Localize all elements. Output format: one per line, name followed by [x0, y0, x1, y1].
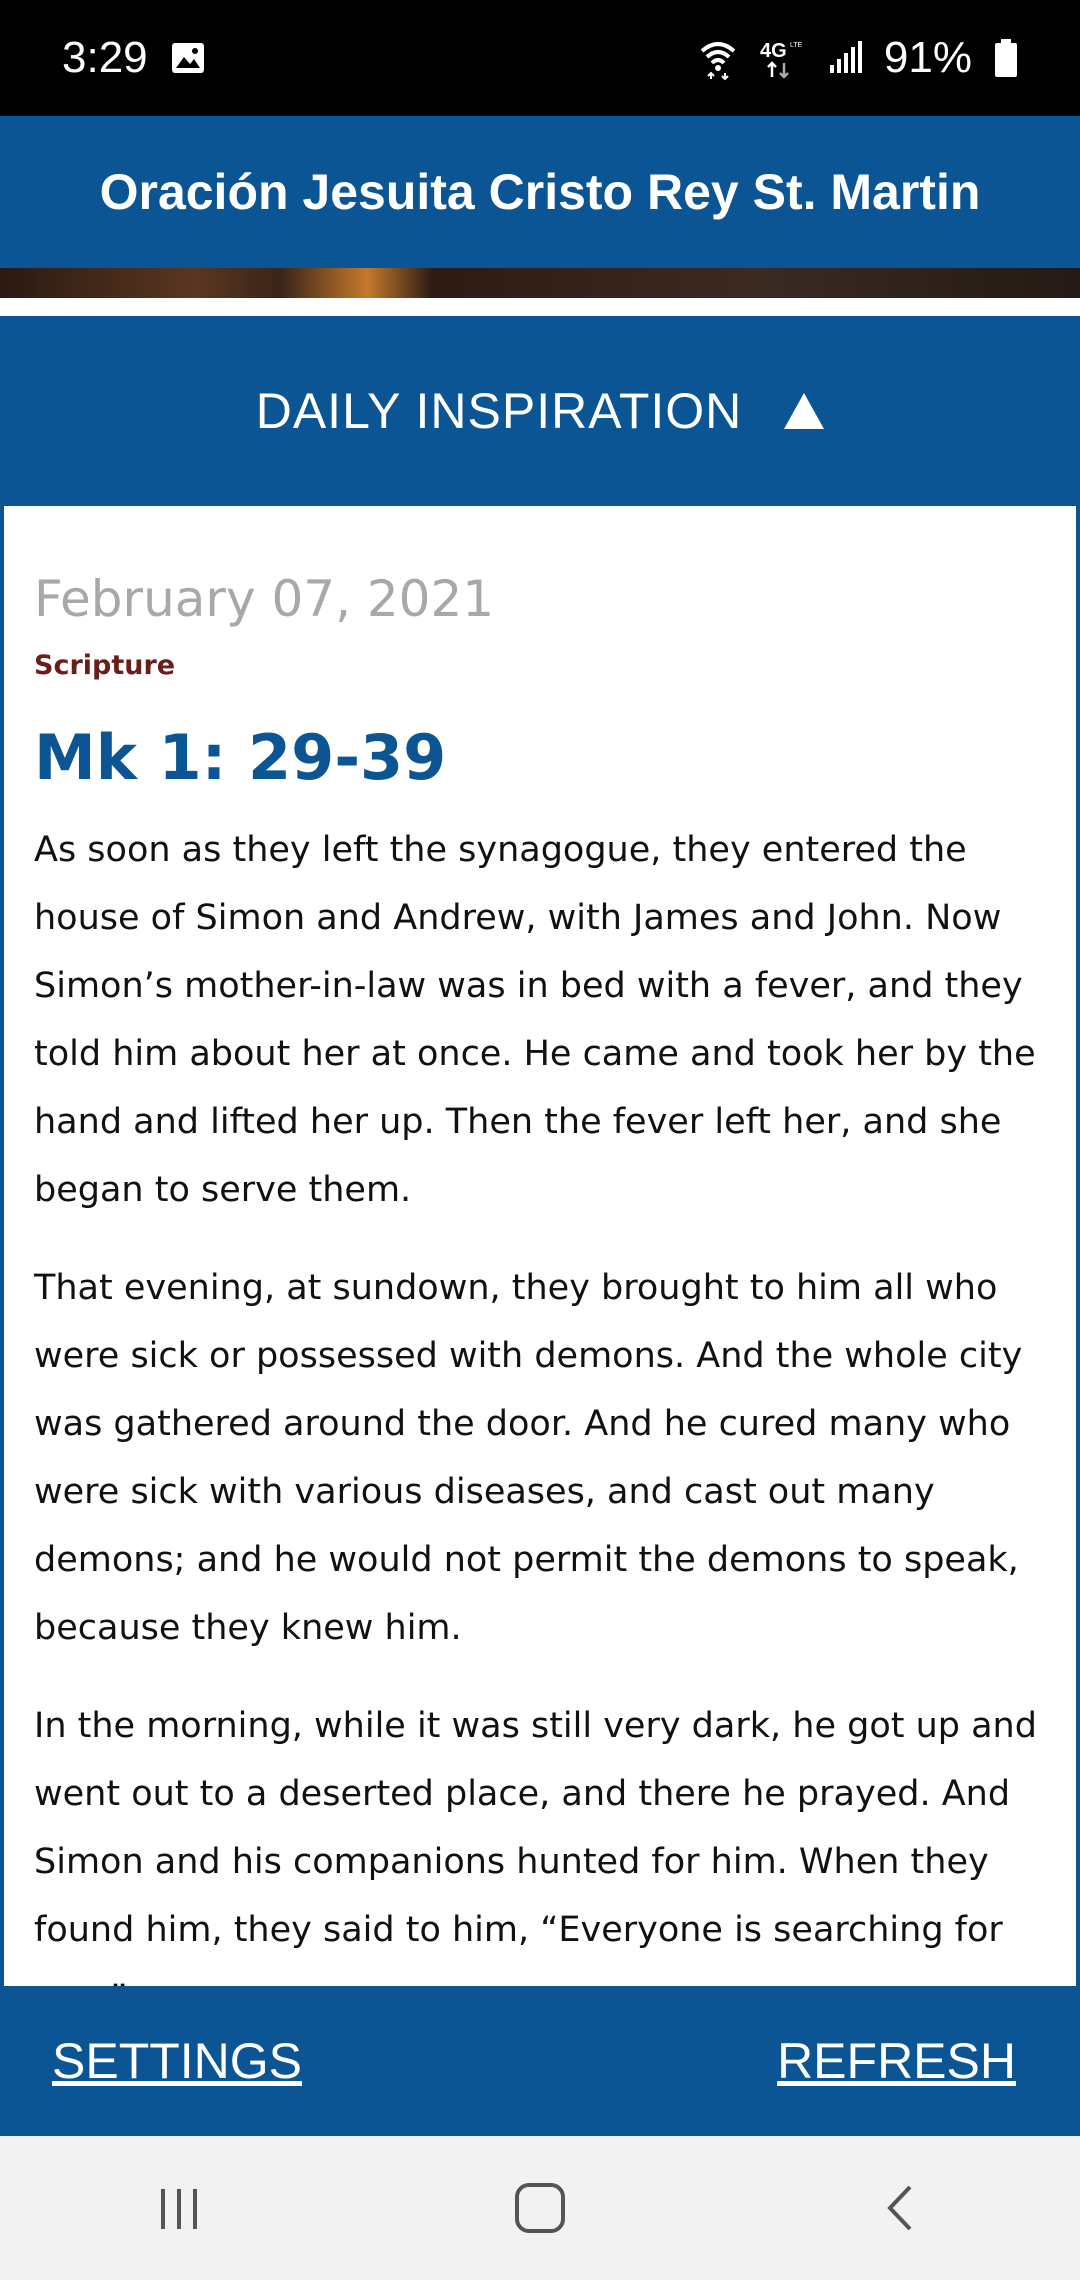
image-icon — [170, 41, 206, 75]
status-right — [698, 33, 1018, 83]
scripture-paragraph: As soon as they left the synagogue, they entered the house of Simon and Andrew, with James and John. Now Simon’s mother-in-law was in bed with a fever, and they told him about her at once. He came and took her by the hand and lifted her up. Then the fever left her, and she began to serve them. — [34, 830, 1036, 1210]
section-title: DAILY INSPIRATION — [255, 383, 743, 439]
scripture-paragraph: That evening, at sundown, they brought to him all who were sick or possessed with demons. And the whole city was gathered around the door. And he cured many who were sick with various diseases, and cast out many demons; and he would not permit the demons to speak, because they knew him. — [34, 1268, 1023, 1648]
scripture-paragraph: In the morning, while it was still very dark, he got up and went out to a deserted place, and there he prayed. And Simon and his companions hunted for him. When they found him, they said to him, “Everyone is searching for — [34, 1706, 1037, 1950]
home-icon[interactable] — [480, 2158, 600, 2258]
scripture-reference: Mk 1: 29-39 — [34, 721, 447, 794]
divider — [0, 298, 1080, 316]
svg-text:LTE: LTE — [789, 42, 803, 49]
battery-percentage: 91% — [883, 33, 972, 82]
hero-image — [0, 268, 1080, 298]
status-left — [62, 33, 206, 83]
app-bar — [0, 116, 1080, 268]
action-bar — [0, 1986, 1080, 2136]
svg-text:4G: 4G — [759, 40, 787, 62]
settings-button[interactable]: SETTINGS — [52, 2033, 303, 2089]
system-nav-bar — [0, 2136, 1080, 2280]
status-bar — [0, 0, 1080, 116]
app-title: Oración Jesuita Cristo Rey St. Martin — [99, 164, 981, 220]
battery-icon — [994, 39, 1018, 77]
entry-date: February 07, 2021 — [34, 570, 495, 628]
status-time: 3:29 — [62, 33, 148, 82]
entry-category: Scripture — [34, 650, 176, 681]
inspiration-content[interactable] — [0, 506, 1080, 1986]
wifi-icon — [698, 37, 738, 79]
triangle-up-icon[interactable] — [784, 393, 824, 429]
4g-lte-icon — [760, 37, 806, 79]
back-icon[interactable] — [840, 2158, 960, 2258]
daily-inspiration-header[interactable] — [0, 316, 1080, 506]
signal-icon — [828, 41, 862, 75]
refresh-button[interactable]: REFRESH — [777, 2033, 1016, 2089]
recents-icon[interactable] — [120, 2158, 240, 2258]
